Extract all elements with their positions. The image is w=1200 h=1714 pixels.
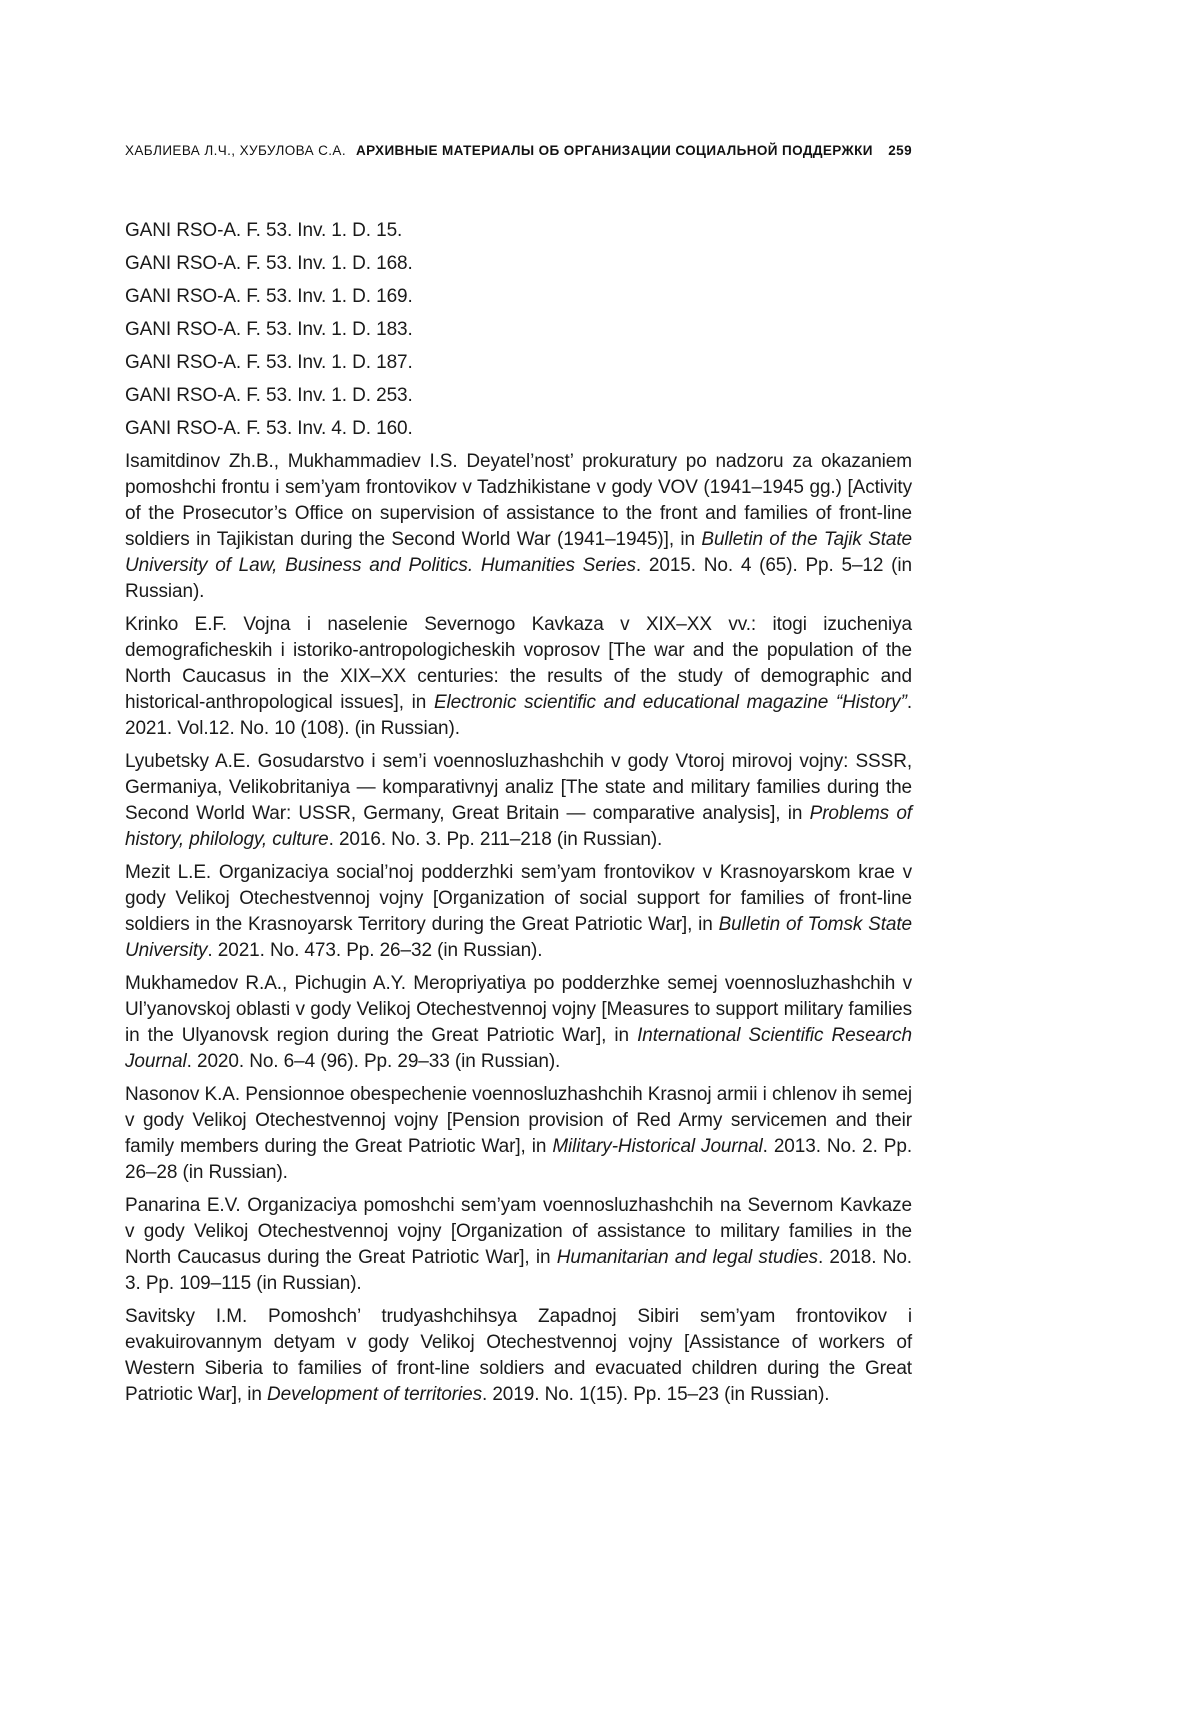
reference-text: Mukhamedov R.A., Pichugin A.Y. Meropriyatiya po podderzhke semej voennosluzhashchih v Ul’yanovskoj oblasti v gody Velikoj Otechestvennoj vojny [Measures to support military families in the Ulyanovsk region during the Great Patriotic War], in	[125, 973, 912, 1046]
reference-text: Savitsky I.M. Pomoshch’ trudyashchihsya Zapadnoj Sibiri sem’yam frontovikov i evakuirovannym detyam v gody Velikoj Otechestvennoj vojny [Assistance of workers of Western Siberia to families of front-line soldiers and evacuated children during the Great Patriotic War], in	[125, 1306, 912, 1405]
journal-title: Humanitarian and legal studies	[556, 1247, 818, 1268]
journal-title: International Scientific Research Journal	[125, 1025, 912, 1072]
reference-text: . 2020. No. 6–4 (96). Pp. 29–33 (in Russian).	[186, 1051, 561, 1072]
reference-text: Panarina E.V. Organizaciya pomoshchi sem’yam voennosluzhashchih na Severnom Kavkaze v gody Velikoj Otechestvennoj vojny [Organization of assistance to military families in the North Caucasus during the Great Patriotic War], in	[125, 1195, 912, 1268]
reference-text: GANI RSO-A. F. 53. Inv. 1. D. 169.	[125, 286, 413, 307]
running-head-title: АРХИВНЫЕ МАТЕРИАЛЫ ОБ ОРГАНИЗАЦИИ СОЦИАЛЬНОЙ ПОДДЕРЖКИ	[356, 143, 873, 158]
reference-item	[125, 1304, 912, 1408]
reference-text: . 2016. No. 3. Pp. 211–218 (in Russian).	[328, 829, 663, 850]
journal-title: Electronic scientific and educational magazine “History”	[433, 692, 907, 713]
reference-item	[125, 860, 912, 964]
archive-reference	[125, 317, 912, 343]
reference-text: Isamitdinov Zh.B., Mukhammadiev I.S. Deyatel’nost’ prokuratury po nadzoru za okazaniem pomoshchi frontu i sem’yam frontovikov v Tadzhikistane v gody VOV (1941–1945 gg.) [Activity of the Prosecutor’s Office on supervision of assistance to the front and families of front-line soldiers in Tajikistan during the Second World War (1941–1945)], in	[125, 451, 912, 550]
reference-text: Lyubetsky A.E. Gosudarstvo i sem’i voennosluzhashchih v gody Vtoroj mirovoj vojny: SSSR, Germaniya, Velikobritaniya — komparativnyj analiz [The state and military families during the Second World War: USSR, Germany, Great Britain — comparative analysis], in	[125, 751, 912, 824]
archive-reference	[125, 218, 912, 244]
reference-text: GANI RSO-A. F. 53. Inv. 1. D. 168.	[125, 253, 413, 274]
journal-title: Bulletin of the Tajik State University of Law, Business and Politics. Humanities Series	[125, 529, 912, 576]
running-head	[125, 143, 912, 158]
references-list	[125, 218, 912, 1408]
reference-item	[125, 971, 912, 1075]
reference-text: GANI RSO-A. F. 53. Inv. 1. D. 183.	[125, 319, 413, 340]
reference-text: . 2018. No. 3. Pp. 109–115 (in Russian).	[125, 1247, 912, 1294]
archive-reference	[125, 251, 912, 277]
reference-item	[125, 749, 912, 853]
journal-title: Problems of history, philology, culture	[125, 803, 912, 850]
running-head-left	[125, 143, 873, 158]
reference-text: . 2019. No. 1(15). Pp. 15–23 (in Russian).	[481, 1384, 830, 1405]
reference-text: GANI RSO-A. F. 53. Inv. 4. D. 160.	[125, 418, 413, 439]
reference-text: . 2015. No. 4 (65). Pp. 5–12 (in Russian).	[125, 555, 912, 602]
archive-reference	[125, 416, 912, 442]
reference-item	[125, 1082, 912, 1186]
reference-text: GANI RSO-A. F. 53. Inv. 1. D. 187.	[125, 352, 413, 373]
reference-text: . 2013. No. 2. Pp. 26–28 (in Russian).	[125, 1136, 912, 1183]
reference-item	[125, 1193, 912, 1297]
reference-item	[125, 449, 912, 605]
reference-text: . 2021. Vol.12. No. 10 (108). (in Russian).	[125, 692, 912, 739]
page-number: 259	[888, 143, 912, 158]
archive-reference	[125, 284, 912, 310]
journal-title: Development of territories	[267, 1384, 482, 1405]
reference-text: GANI RSO-A. F. 53. Inv. 1. D. 253.	[125, 385, 413, 406]
reference-text: Mezit L.E. Organizaciya social’noj podderzhki sem’yam frontovikov v Krasnoyarskom krae v gody Velikoj Otechestvennoj vojny [Organization of social support for families of front-line soldiers in the Krasnoyarsk Territory during the Great Patriotic War], in	[125, 862, 912, 935]
archive-reference	[125, 383, 912, 409]
reference-text: Nasonov K.A. Pensionnoe obespechenie voennosluzhashchih Krasnoj armii i chlenov ih semej v gody Velikoj Otechestvennoj vojny [Pension provision of Red Army servicemen and their family members during the Great Patriotic War], in	[125, 1084, 912, 1157]
journal-title: Bulletin of Tomsk State University	[125, 914, 912, 961]
running-head-authors: ХАБЛИЕВА Л.Ч., ХУБУЛОВА С.А.	[125, 143, 346, 158]
journal-title: Military-Historical Journal	[552, 1136, 763, 1157]
reference-text: Krinko E.F. Vojna i naselenie Severnogo Kavkaza v XIX–XX vv.: itogi izucheniya demograficheskih i istoriko-antropologicheskih voprosov [The war and the population of the North Caucasus in the XIX–XX centuries: the results of the study of demographic and historical-anthropological issues], in	[125, 614, 912, 713]
reference-text: GANI RSO-A. F. 53. Inv. 1. D. 15.	[125, 220, 403, 241]
archive-reference	[125, 350, 912, 376]
reference-text: . 2021. No. 473. Pp. 26–32 (in Russian).	[207, 940, 543, 961]
reference-item	[125, 612, 912, 742]
